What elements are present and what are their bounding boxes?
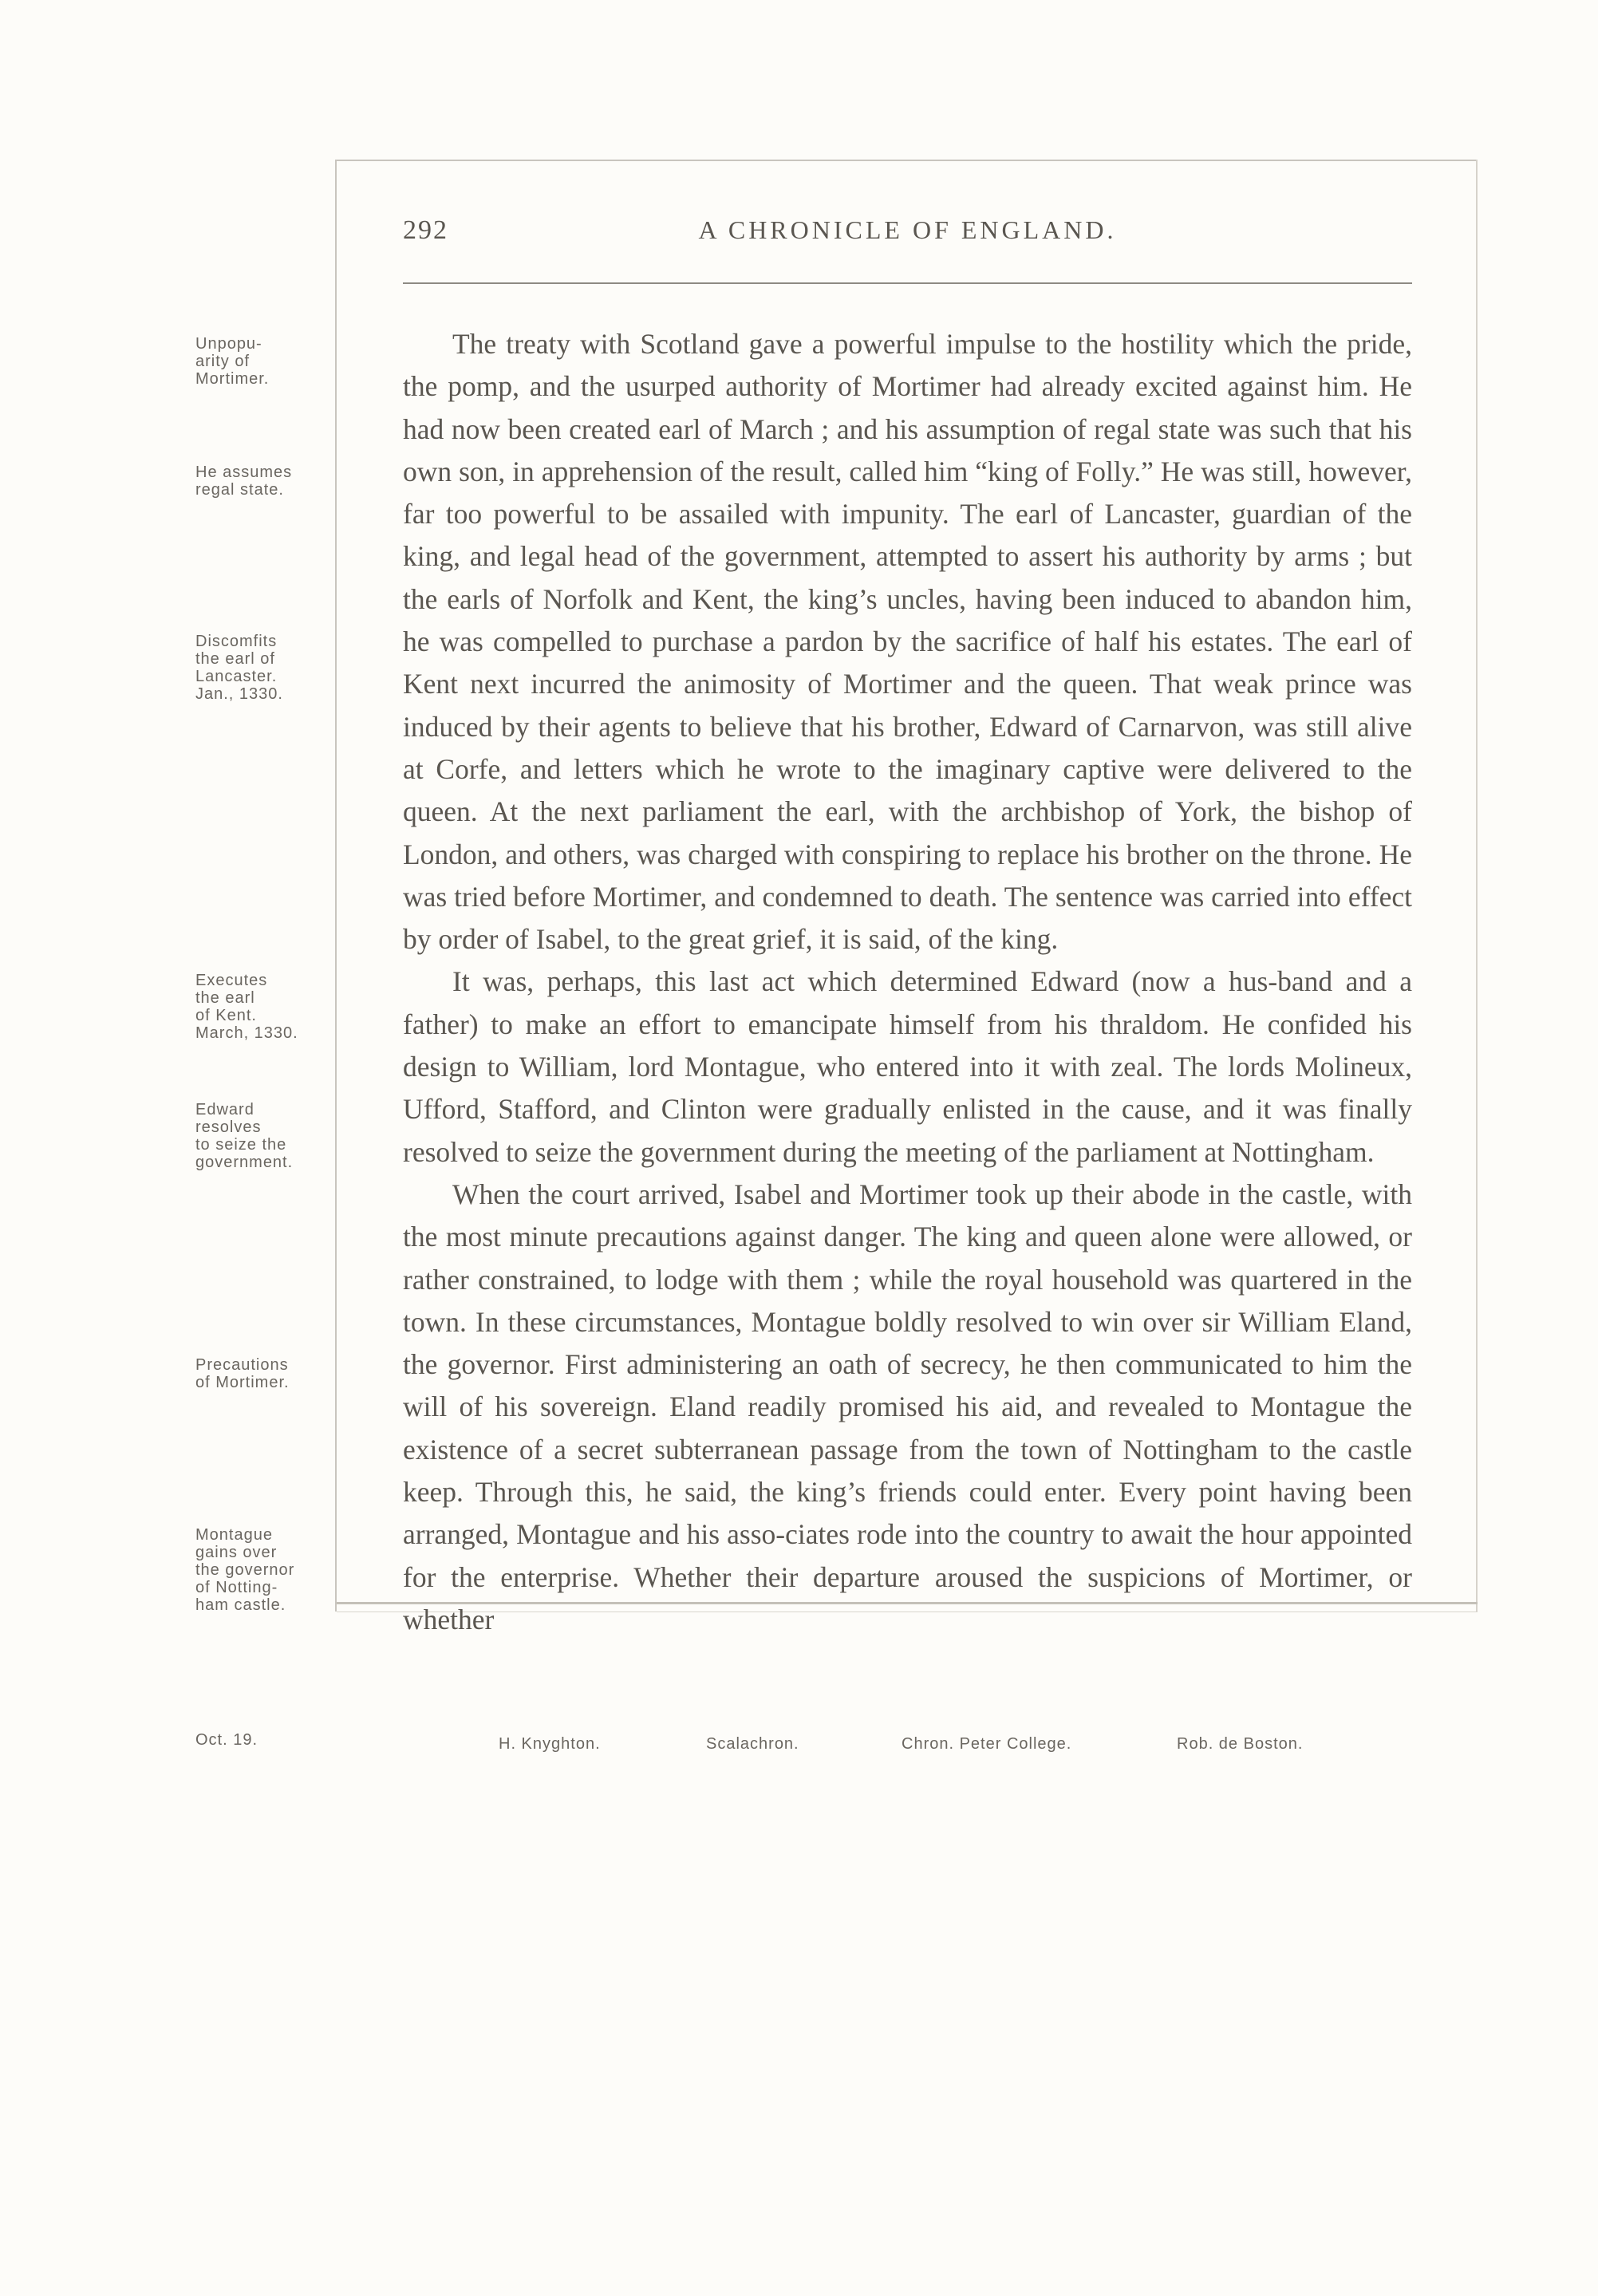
page-frame-right-rule <box>1476 160 1478 1612</box>
sidenote-executes-kent: Executes the earl of Kent. March, 1330. <box>195 972 298 1042</box>
sidenote-montague-gains: Montague gains over the governor of Notting- ham castle. <box>195 1526 295 1614</box>
sidenote-unpopularity: Unpopu- arity of Mortimer. <box>195 335 270 388</box>
header-rule <box>403 282 1412 284</box>
source-citation: H. Knyghton. <box>499 1735 601 1753</box>
source-citation: Chron. Peter College. <box>902 1735 1072 1753</box>
main-text <box>403 323 1412 1641</box>
sidenote-discomfits-lancaster: Discomfits the earl of Lancaster. Jan., 1330. <box>195 633 283 703</box>
source-footnotes <box>447 1735 1404 1759</box>
running-title: A CHRONICLE OF ENGLAND. <box>698 215 1117 244</box>
page-number: 292 <box>403 215 448 245</box>
sidenote-date: Oct. 19. <box>195 1731 258 1749</box>
sidenote-regal-state: He assumes regal state. <box>195 464 293 499</box>
paragraph: The treaty with Scotland gave a powerful impulse to the hostility which the pride, the pomp, and the usurped authority of Mortimer had already excited against him. He had now been created earl of March ; and his assumption of regal state was such that his own son, in apprehension of the result, called him “king of Folly.” He was still, however, far too powerful to be assailed with impunity. The earl of Lancaster, guardian of the king, and legal head of the government, attempted to assert his authority by arms ; but the earls of Norfolk and Kent, the king’s uncles, having been induced to abandon him, he was compelled to purchase a pardon by the sacrifice of half his estates. The earl of Kent next incurred the animosity of Mortimer and the queen. That weak prince was induced by their agents to believe that his brother, Edward of Carnarvon, was still alive at Corfe, and letters which he wrote to the imaginary captive were delivered to the queen. At the next parliament the earl, with the archbishop of York, the bishop of London, and others, was charged with conspiring to replace his brother on the throne. He was tried before Mortimer, and condemned to death. The sentence was carried into effect by order of Isabel, to the great grief, it is said, of the king. <box>403 328 1412 956</box>
paragraph: When the court arrived, Isabel and Mortimer took up their abode in the castle, with the most minute precautions against danger. The king and queen alone were allowed, or rather constrained, to lodge with them ; while the royal household was quartered in the town. In these circumstances, Montague boldly resolved to win over sir William Eland, the governor. First administering an oath of secrecy, he then communicated to him the will of his sovereign. Eland readily promised his aid, and revealed to Montague the existence of a secret subterranean passage from the town of Nottingham to the castle keep. Through this, he said, the king’s friends could enter. Every point having been arranged, Montague and his asso-ciates rode into the country to await the hour appointed for the enterprise. Whether their departure aroused the suspicions of Mortimer, or whether <box>403 1178 1412 1635</box>
source-citation: Scalachron. <box>706 1735 799 1753</box>
page-header <box>403 215 1412 263</box>
page-frame-top-rule <box>335 160 1476 161</box>
source-citation: Rob. de Boston. <box>1177 1735 1304 1753</box>
paragraph: It was, perhaps, this last act which determined Edward (now a hus-band and a father) to make an effort to emancipate himself from his thraldom. He confided his design to William, lord Montague, who entered into it with zeal. The lords Molineux, Ufford, Stafford, and Clinton were gradually enlisted in the cause, and it was finally resolved to seize the government during the meeting of the parliament at Nottingham. <box>403 965 1412 1168</box>
sidenote-precautions: Precautions of Mortimer. <box>195 1356 290 1391</box>
sidenote-edward-resolves: Edward resolves to seize the government. <box>195 1101 294 1171</box>
